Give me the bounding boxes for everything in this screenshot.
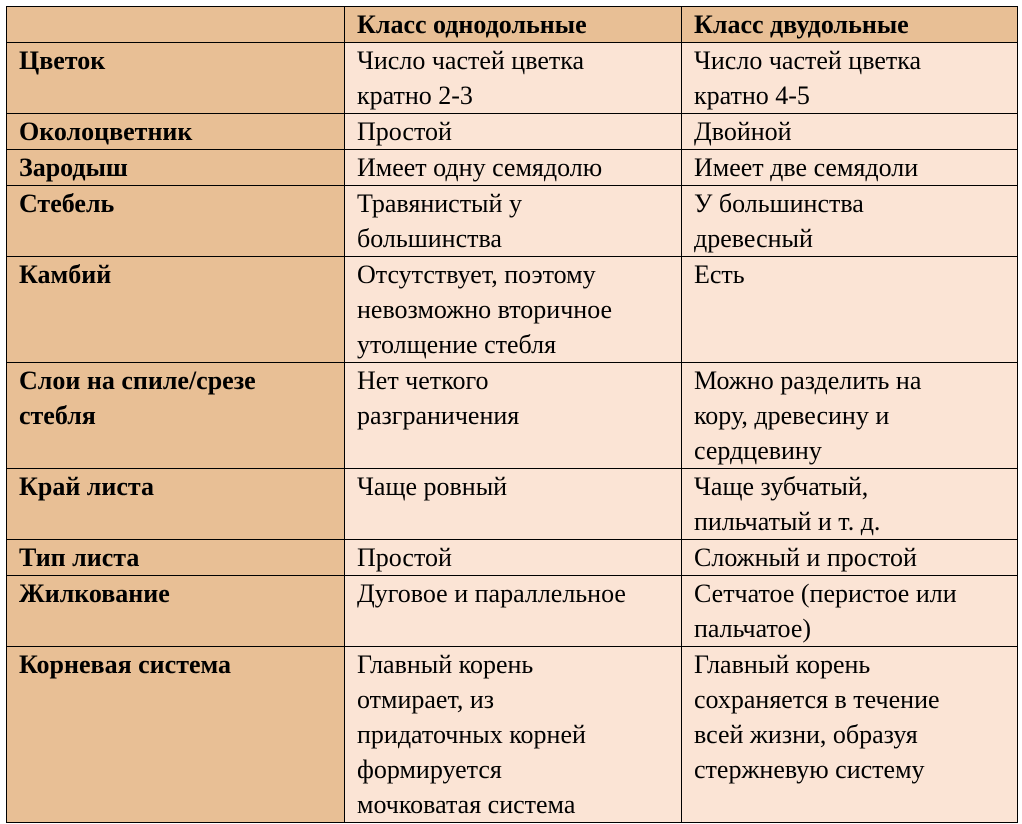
- table-row: [7, 540, 1018, 576]
- monocots-cell-line: Дуговое и параллельное: [357, 579, 626, 608]
- table-row: [7, 257, 1018, 363]
- row-feature-cell: [7, 363, 345, 469]
- comparison-table: [6, 6, 1018, 823]
- row-feature-cell: [7, 186, 345, 257]
- monocots-cell: [345, 150, 682, 186]
- dicots-cell: [682, 150, 1018, 186]
- dicots-cell-line: Сетчатое (перистое или: [694, 579, 957, 608]
- monocots-cell-line: кратно 2-3: [357, 81, 473, 110]
- header-monocots: Класс однодольные: [345, 7, 682, 43]
- dicots-cell-line: кору, древесину и: [694, 401, 890, 430]
- dicots-cell: [682, 469, 1018, 540]
- monocots-cell: [345, 43, 682, 114]
- monocots-cell: [345, 257, 682, 363]
- row-feature-cell: [7, 469, 345, 540]
- monocots-cell-line: Травянистый у: [357, 189, 522, 218]
- table-row: [7, 186, 1018, 257]
- row-feature-cell-line: Цветок: [19, 46, 106, 75]
- dicots-cell-line: пильчатый и т. д.: [694, 507, 881, 536]
- dicots-cell: [682, 114, 1018, 150]
- dicots-cell-line: Есть: [694, 260, 745, 289]
- monocots-cell-line: Нет четкого: [357, 366, 489, 395]
- dicots-cell-line: Главный корень: [694, 650, 871, 679]
- dicots-cell-line: пальчатое): [694, 614, 812, 643]
- header-dicots: Класс двудольные: [682, 7, 1018, 43]
- header-row: [7, 7, 1018, 43]
- dicots-cell-line: Двойной: [694, 117, 792, 146]
- monocots-cell-line: Число частей цветка: [357, 46, 585, 75]
- row-feature-cell: [7, 647, 345, 823]
- dicots-cell-line: стержневую систему: [694, 755, 925, 784]
- dicots-cell-line: сердцевину: [694, 436, 822, 465]
- monocots-cell-line: утолщение стебля: [357, 330, 557, 359]
- monocots-cell: [345, 647, 682, 823]
- dicots-cell: [682, 540, 1018, 576]
- dicots-cell: [682, 257, 1018, 363]
- table-body: [7, 43, 1018, 823]
- row-feature-cell: [7, 576, 345, 647]
- monocots-cell-line: формируется: [357, 755, 502, 784]
- dicots-cell-line: всей жизни, образуя: [694, 720, 918, 749]
- row-feature-cell-line: Тип листа: [19, 543, 140, 572]
- table-row: [7, 43, 1018, 114]
- row-feature-cell: [7, 257, 345, 363]
- row-feature-cell-line: Зародыш: [19, 153, 128, 182]
- table-row: [7, 114, 1018, 150]
- dicots-cell-line: У большинства: [694, 189, 864, 218]
- monocots-cell-line: разграничения: [357, 401, 520, 430]
- dicots-cell-line: Имеет две семядоли: [694, 153, 919, 182]
- row-feature-cell-line: Жилкование: [19, 579, 170, 608]
- header-corner-cell: [7, 7, 345, 43]
- dicots-cell-line: кратно 4-5: [694, 81, 810, 110]
- monocots-cell: [345, 540, 682, 576]
- row-feature-cell: [7, 43, 345, 114]
- dicots-cell-line: Сложный и простой: [694, 543, 917, 572]
- row-feature-cell-line: Край листа: [19, 472, 154, 501]
- monocots-cell-line: Простой: [357, 543, 452, 572]
- monocots-cell-line: мочковатая система: [357, 790, 576, 819]
- monocots-cell-line: Главный корень: [357, 650, 534, 679]
- table-row: [7, 150, 1018, 186]
- row-feature-cell-line: Стебель: [19, 189, 115, 218]
- dicots-cell: [682, 576, 1018, 647]
- dicots-cell: [682, 363, 1018, 469]
- row-feature-cell-line: Камбий: [19, 260, 112, 289]
- dicots-cell-line: Можно разделить на: [694, 366, 922, 395]
- monocots-cell: [345, 576, 682, 647]
- dicots-cell: [682, 647, 1018, 823]
- dicots-cell-line: древесный: [694, 224, 813, 253]
- table-header: [7, 7, 1018, 43]
- dicots-cell-line: Число частей цветка: [694, 46, 922, 75]
- table-row: [7, 647, 1018, 823]
- monocots-cell: [345, 469, 682, 540]
- monocots-cell-line: Чаще ровный: [357, 472, 508, 501]
- table-row: [7, 469, 1018, 540]
- row-feature-cell-line: Слои на спиле/срезе: [19, 366, 256, 395]
- row-feature-cell-line: Околоцветник: [19, 117, 193, 146]
- monocots-cell: [345, 186, 682, 257]
- monocots-cell-line: большинства: [357, 224, 502, 253]
- dicots-cell-line: Чаще зубчатый,: [694, 472, 869, 501]
- monocots-cell-line: придаточных корней: [357, 720, 586, 749]
- monocots-cell-line: Простой: [357, 117, 452, 146]
- monocots-cell-line: Имеет одну семядолю: [357, 153, 603, 182]
- row-feature-cell-line: Корневая система: [19, 650, 232, 679]
- monocots-cell: [345, 363, 682, 469]
- row-feature-cell: [7, 150, 345, 186]
- dicots-cell: [682, 43, 1018, 114]
- row-feature-cell: [7, 114, 345, 150]
- dicots-cell: [682, 186, 1018, 257]
- monocots-cell-line: отмирает, из: [357, 685, 495, 714]
- row-feature-cell-line: стебля: [19, 401, 96, 430]
- monocots-cell-line: Отсутствует, поэтому: [357, 260, 596, 289]
- row-feature-cell: [7, 540, 345, 576]
- monocots-cell: [345, 114, 682, 150]
- dicots-cell-line: сохраняется в течение: [694, 685, 940, 714]
- table-row: [7, 363, 1018, 469]
- table-row: [7, 576, 1018, 647]
- monocots-cell-line: невозможно вторичное: [357, 295, 613, 324]
